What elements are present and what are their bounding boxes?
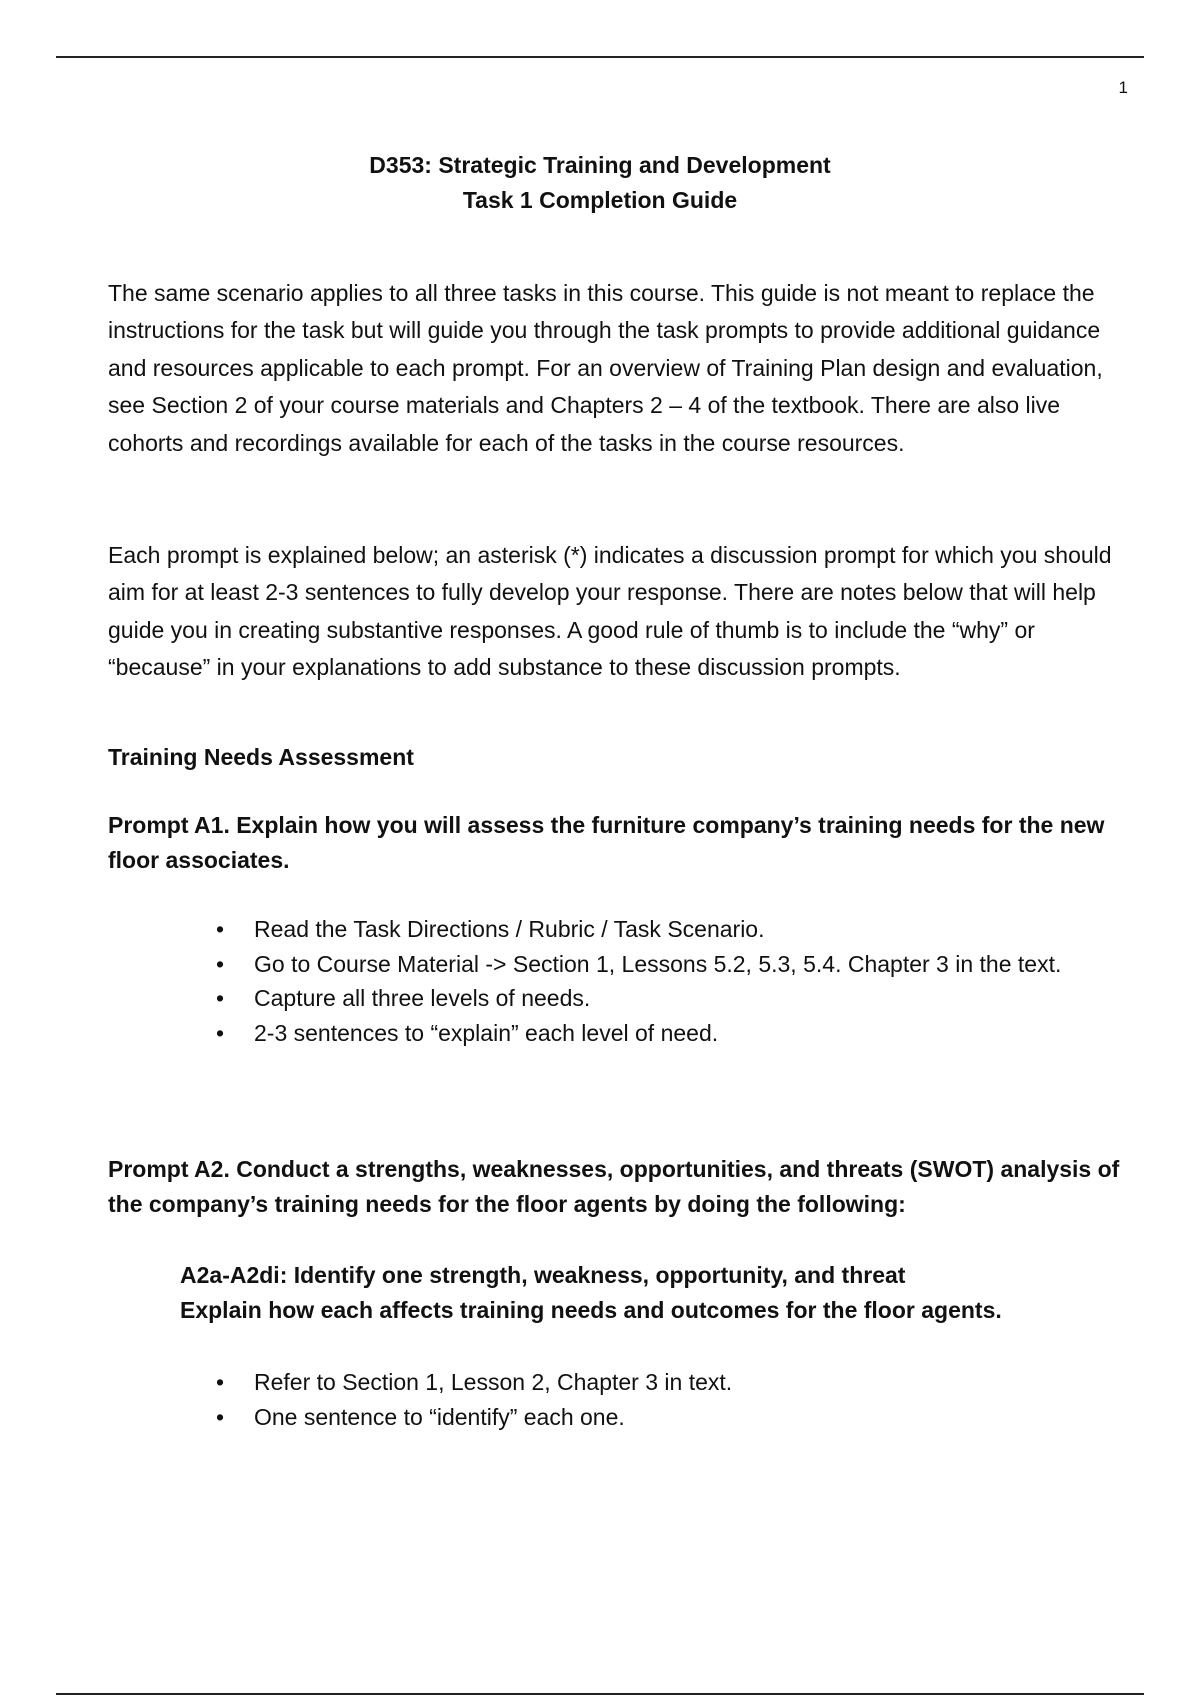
list-item (0, 1400, 1100, 1435)
prompt-a2-heading: Prompt A2. Conduct a strengths, weaknesses, opportunities, and threats (SWOT) analysis of the company’s training needs for the floor agents by doing the following: (108, 1156, 1120, 1217)
list-item-text: 2-3 sentences to “explain” each level of need. (254, 1019, 719, 1046)
bullet-dot-icon: • (216, 1403, 225, 1430)
prompt-a2-bullet-list (0, 1365, 1100, 1434)
document-title (0, 148, 1200, 218)
prompt-a2-sub-heading (180, 1258, 1140, 1328)
list-item (0, 1016, 1100, 1051)
bullet-dot-icon: • (216, 1019, 225, 1046)
bullet-dot-icon: • (216, 950, 225, 977)
bullet-dot-icon: • (216, 985, 225, 1011)
section-heading: Training Needs Assessment (108, 744, 414, 770)
list-item (0, 912, 1100, 947)
list-item-text: Go to Course Material -> Section 1, Lessons 5.2, 5.3, 5.4. Chapter 3 in the text. (254, 950, 1062, 977)
list-item-text: One sentence to “identify” each one. (254, 1403, 625, 1430)
page-number: 1 (1118, 78, 1128, 97)
intro-paragraph-1: The same scenario applies to all three tasks in this course. This guide is not meant to replace the instructions for the task but will guide you through the task prompts to provide additional guidance and resources applicable to each prompt. For an overview of Training Plan design and evaluation, see Section 2 of your course materials and Chapters 2 – 4 of the textbook. There are also live cohorts and recordings available for each of the tasks in the course resources. (108, 280, 1103, 456)
header-rule (56, 56, 1144, 58)
list-item-text: Read the Task Directions / Rubric / Task Scenario. (254, 916, 765, 942)
list-item (0, 981, 1100, 1016)
list-item-text: Capture all three levels of needs. (254, 985, 591, 1011)
list-item (0, 947, 1100, 982)
footer-rule (56, 1693, 1144, 1695)
bullet-dot-icon: • (216, 916, 225, 942)
sub-heading-line-2: Explain how each affects training needs and outcomes for the floor agents. (180, 1297, 1002, 1323)
prompt-a1-bullet-list (0, 912, 1100, 1050)
intro-paragraph-2: Each prompt is explained below; an asterisk (*) indicates a discussion prompt for which you should aim for at least 2-3 sentences to fully develop your response. There are notes below that will help guide you in creating substantive responses. A good rule of thumb is to include the “why” or “because” in your explanations to add substance to these discussion prompts. (108, 542, 1112, 681)
title-line-2: Task 1 Completion Guide (462, 187, 738, 213)
title-line-1: D353: Strategic Training and Development (369, 152, 831, 178)
sub-heading-line-1: A2a-A2di: Identify one strength, weakness, opportunity, and threat (180, 1262, 906, 1288)
bullet-dot-icon: • (216, 1369, 225, 1395)
list-item (0, 1365, 1100, 1400)
prompt-a1-heading: Prompt A1. Explain how you will assess the furniture company’s training needs for the new floor associates. (108, 812, 1105, 873)
list-item-text: Refer to Section 1, Lesson 2, Chapter 3 in text. (254, 1369, 733, 1395)
